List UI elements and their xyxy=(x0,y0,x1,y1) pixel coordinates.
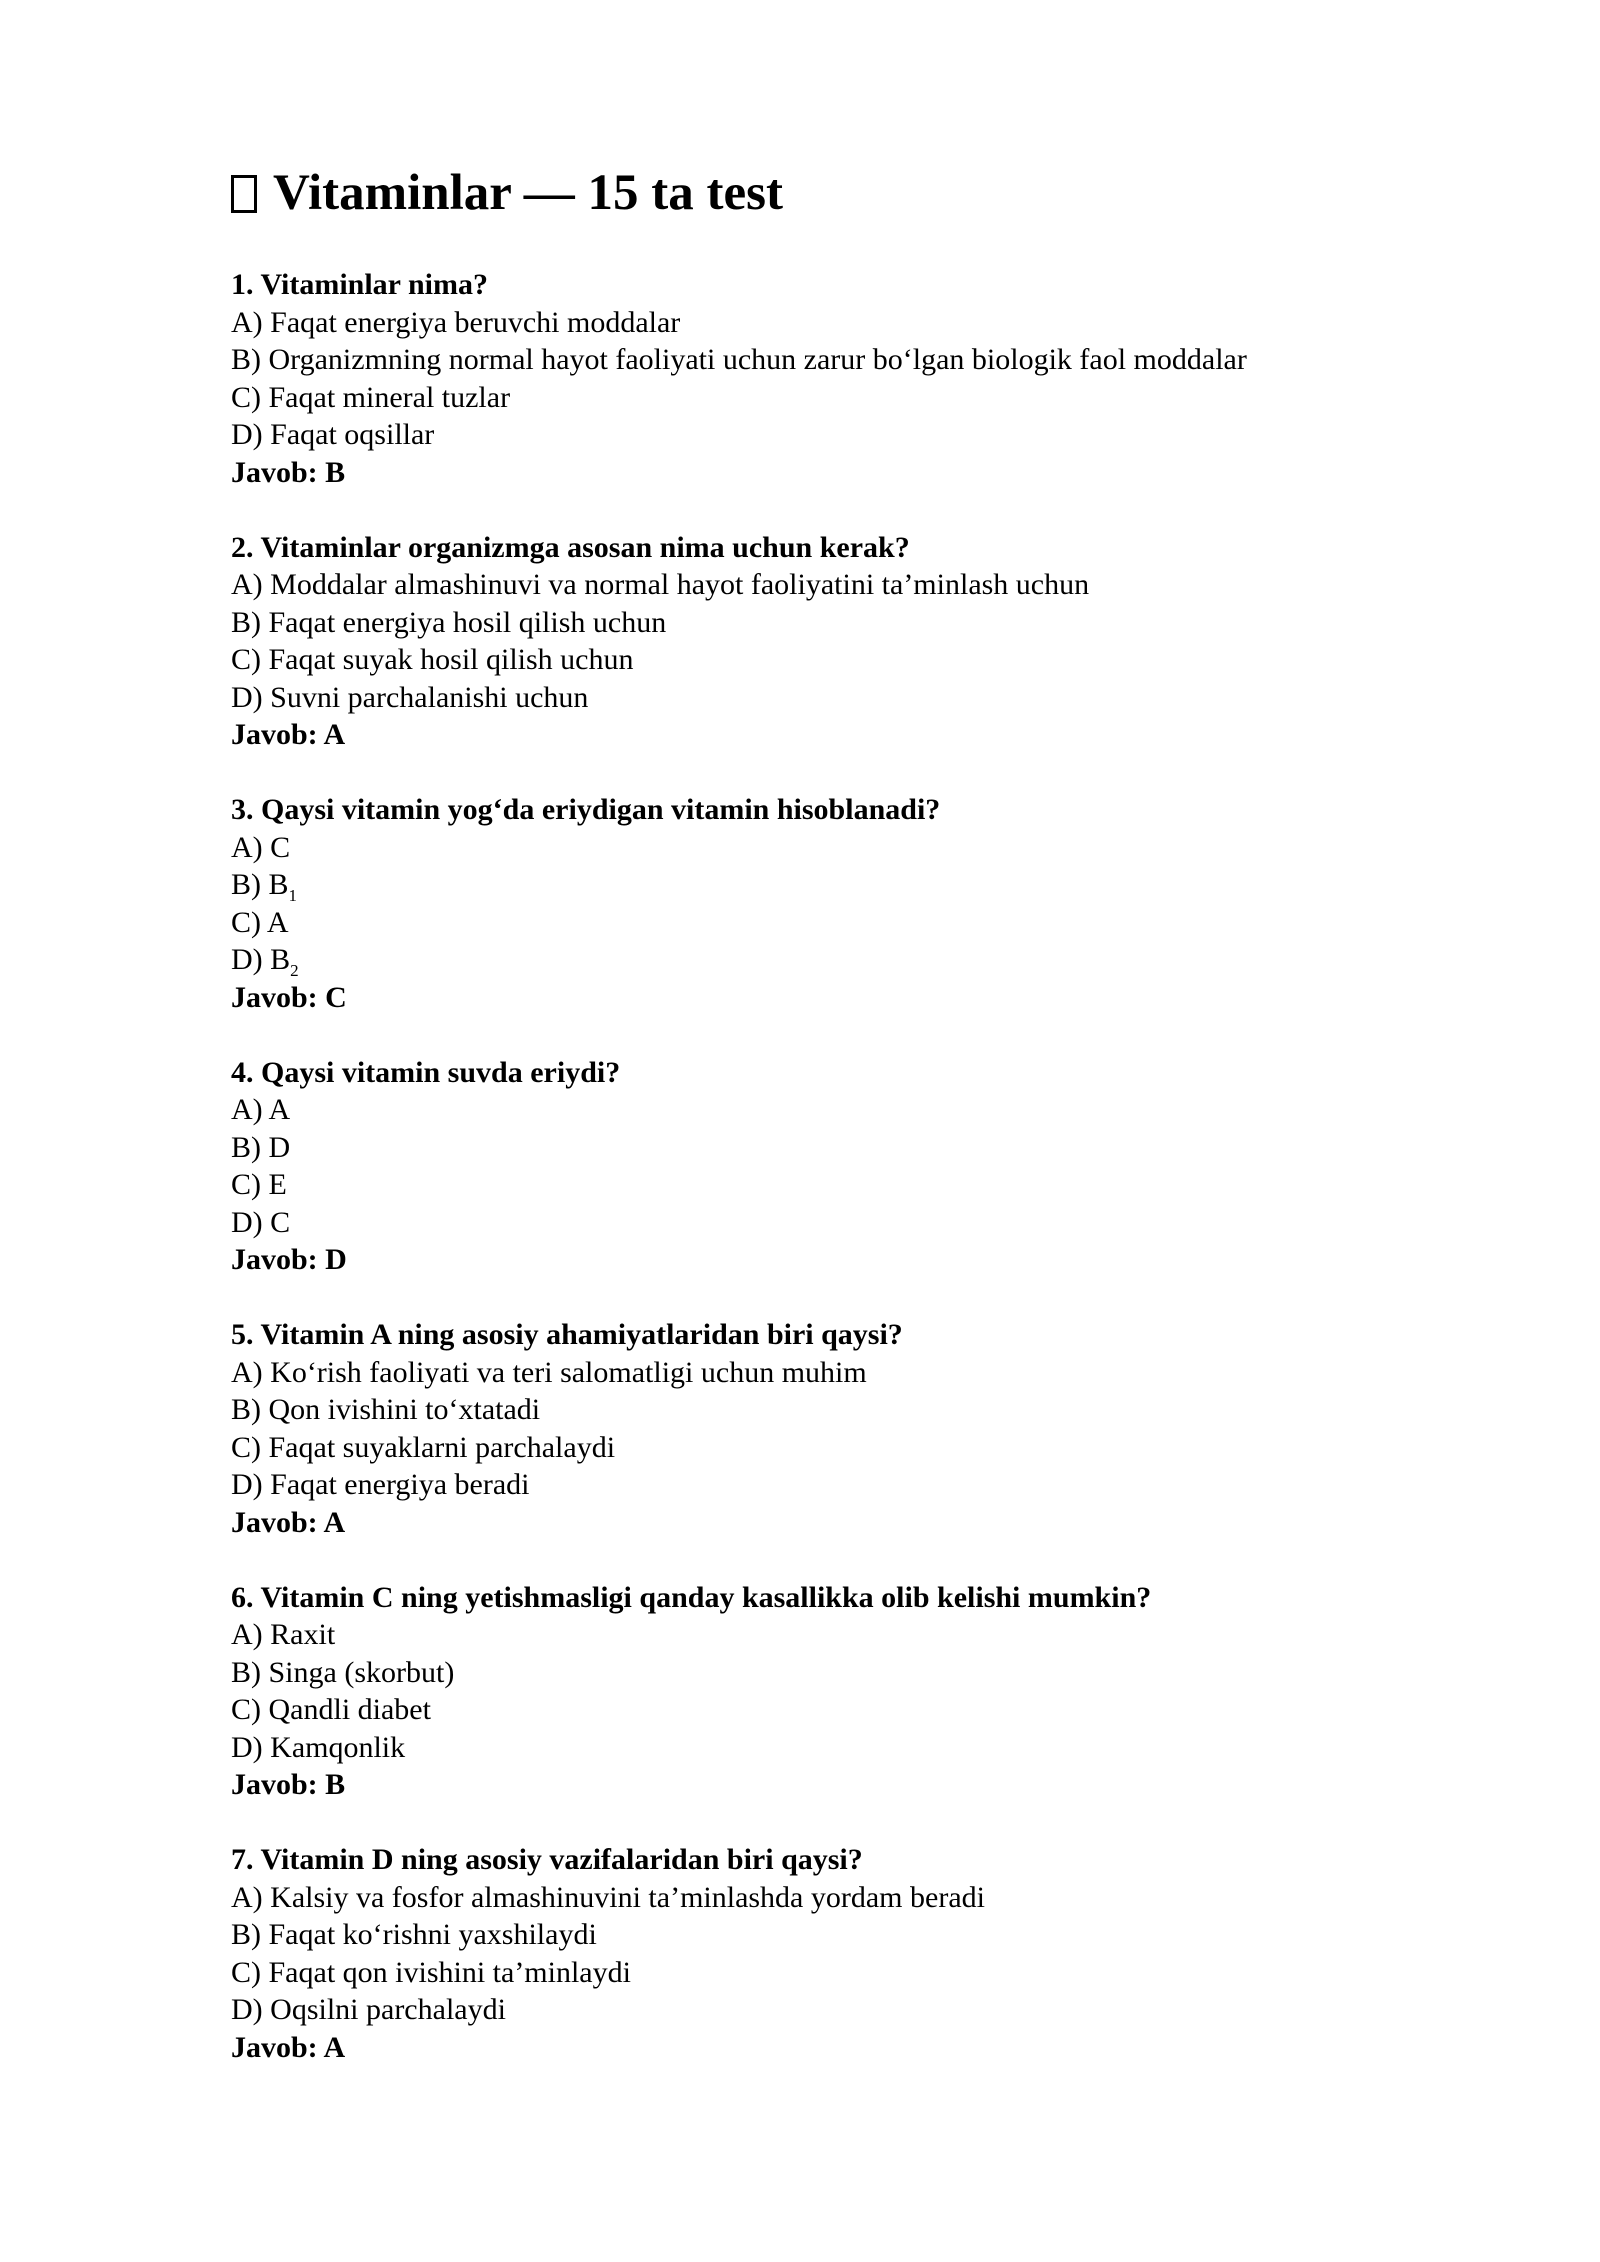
answer-option xyxy=(231,566,1411,604)
option-letter: B) xyxy=(231,1393,269,1426)
option-letter: D) xyxy=(231,680,271,714)
option-letter: B) xyxy=(231,343,269,376)
option-text: D xyxy=(268,1130,291,1164)
option-text: A xyxy=(266,905,289,939)
option-letter: D) xyxy=(231,418,271,451)
option-text: Faqat energiya beruvchi moddalar xyxy=(270,305,681,339)
answer-option xyxy=(231,1691,1411,1729)
option-text: Moddalar almashinuvi va normal hayot faoliyatini ta’minlash uchun xyxy=(270,568,1090,601)
option-letter: D) xyxy=(231,943,271,976)
answer-option xyxy=(231,416,1411,454)
option-letter: D) xyxy=(231,1730,271,1764)
option-letter: D) xyxy=(231,1205,271,1239)
option-text: Qon ivishini to‘xtatadi xyxy=(268,1393,541,1426)
option-subscript: 1 xyxy=(288,886,298,905)
option-letter: D) xyxy=(231,1993,271,2026)
answer-option xyxy=(231,941,1411,979)
option-text: Faqat suyaklarni parchalaydi xyxy=(268,1430,616,1464)
option-text: Oqsilni parchalaydi xyxy=(270,1993,506,2026)
option-letter: C) xyxy=(231,643,269,676)
correct-answer: Javob: C xyxy=(231,980,347,1014)
question-block xyxy=(231,1316,1411,1541)
answer-option xyxy=(231,1391,1411,1429)
correct-answer: Javob: B xyxy=(231,1768,346,1801)
option-text: C xyxy=(270,1205,291,1239)
option-letter: A) xyxy=(231,1618,271,1651)
option-letter: B) xyxy=(231,1918,269,1951)
question-text: 5. Vitamin A ning asosiy ahamiyatlaridan biri qaysi? xyxy=(231,1318,903,1351)
question-block xyxy=(231,1841,1411,2066)
answer-option xyxy=(231,341,1411,379)
document-content xyxy=(231,160,1411,2104)
question-text: 3. Qaysi vitamin yog‘da eriydigan vitamin hisoblanadi? xyxy=(231,793,941,826)
question-text: 6. Vitamin C ning yetishmasligi qanday kasallikka olib kelishi mumkin? xyxy=(231,1580,1152,1614)
option-text: Faqat energiya beradi xyxy=(270,1468,530,1501)
answer-option xyxy=(231,1166,1411,1204)
option-letter: C) xyxy=(231,1955,269,1989)
question-block xyxy=(231,266,1411,491)
answer-option xyxy=(231,1991,1411,2029)
question-block xyxy=(231,529,1411,754)
correct-answer: Javob: A xyxy=(231,1505,346,1539)
option-text: Ko‘rish faoliyati va teri salomatligi uchun muhim xyxy=(270,1355,867,1389)
question-text: 2. Vitaminlar organizmga asosan nima uchun kerak? xyxy=(231,530,910,564)
option-text: E xyxy=(268,1168,287,1201)
question-block xyxy=(231,1579,1411,1804)
option-text: Faqat qon ivishini ta’minlaydi xyxy=(268,1955,631,1989)
option-text: Singa (skorbut) xyxy=(268,1655,455,1689)
question-block xyxy=(231,1054,1411,1279)
question-list xyxy=(231,266,1411,2066)
correct-answer: Javob: A xyxy=(231,2030,346,2064)
option-text: Suvni parchalanishi uchun xyxy=(270,680,589,714)
question-text: 4. Qaysi vitamin suvda eriydi? xyxy=(231,1055,621,1089)
option-letter: A) xyxy=(231,830,271,864)
option-text: Faqat energiya hosil qilish uchun xyxy=(268,605,667,639)
option-letter: B) xyxy=(231,1655,269,1689)
option-letter: C) xyxy=(231,1693,269,1726)
option-text: A xyxy=(268,1093,291,1126)
answer-option xyxy=(231,1654,1411,1692)
correct-answer: Javob: A xyxy=(231,718,346,751)
option-subscript: 2 xyxy=(290,961,299,980)
option-text: Faqat oqsillar xyxy=(270,418,435,451)
missing-glyph-icon xyxy=(231,175,257,213)
option-letter: C) xyxy=(231,380,269,414)
answer-option xyxy=(231,1429,1411,1467)
option-letter: A) xyxy=(231,1093,269,1126)
answer-option xyxy=(231,1204,1411,1242)
option-text: Faqat suyak hosil qilish uchun xyxy=(268,643,634,676)
option-text: Faqat ko‘rishni yaxshilaydi xyxy=(268,1918,597,1951)
question-block xyxy=(231,791,1411,1016)
option-letter: A) xyxy=(231,568,271,601)
correct-answer: Javob: D xyxy=(231,1243,347,1276)
option-letter: B) xyxy=(231,605,269,639)
answer-option xyxy=(231,1091,1411,1129)
answer-option xyxy=(231,1466,1411,1504)
correct-answer: Javob: B xyxy=(231,455,346,489)
option-text: Kamqonlik xyxy=(270,1730,406,1764)
answer-option xyxy=(231,866,1411,904)
option-text: Raxit xyxy=(270,1618,336,1651)
option-text: Kalsiy va fosfor almashinuvini ta’minlashda yordam beradi xyxy=(270,1880,985,1914)
question-text: 7. Vitamin D ning asosiy vazifalaridan biri qaysi? xyxy=(231,1843,863,1876)
answer-option xyxy=(231,679,1411,717)
option-letter: B) xyxy=(231,1130,269,1164)
option-letter: B) xyxy=(231,868,269,901)
answer-option xyxy=(231,1879,1411,1917)
option-letter: C) xyxy=(231,1168,269,1201)
answer-option xyxy=(231,304,1411,342)
answer-option xyxy=(231,904,1411,942)
answer-option xyxy=(231,641,1411,679)
option-text: Organizmning normal hayot faoliyati uchun zarur bo‘lgan biologik faol moddalar xyxy=(268,343,1247,376)
answer-option xyxy=(231,1354,1411,1392)
answer-option xyxy=(231,829,1411,867)
page-title-text: Vitaminlar — 15 ta test xyxy=(273,165,783,221)
option-text: B xyxy=(270,943,291,976)
option-letter: D) xyxy=(231,1468,271,1501)
option-text: B xyxy=(268,868,289,901)
option-text: Qandli diabet xyxy=(268,1693,431,1726)
answer-option xyxy=(231,379,1411,417)
question-text: 1. Vitaminlar nima? xyxy=(231,268,488,301)
option-text: C xyxy=(270,830,291,864)
answer-option xyxy=(231,1129,1411,1167)
page-title xyxy=(231,160,1411,226)
option-letter: C) xyxy=(231,905,267,939)
option-letter: A) xyxy=(231,305,271,339)
answer-option xyxy=(231,1729,1411,1767)
answer-option xyxy=(231,1954,1411,1992)
option-letter: A) xyxy=(231,1355,271,1389)
answer-option xyxy=(231,1916,1411,1954)
option-text: Faqat mineral tuzlar xyxy=(268,380,511,414)
option-letter: C) xyxy=(231,1430,269,1464)
answer-option xyxy=(231,1616,1411,1654)
option-letter: A) xyxy=(231,1880,271,1914)
answer-option xyxy=(231,604,1411,642)
